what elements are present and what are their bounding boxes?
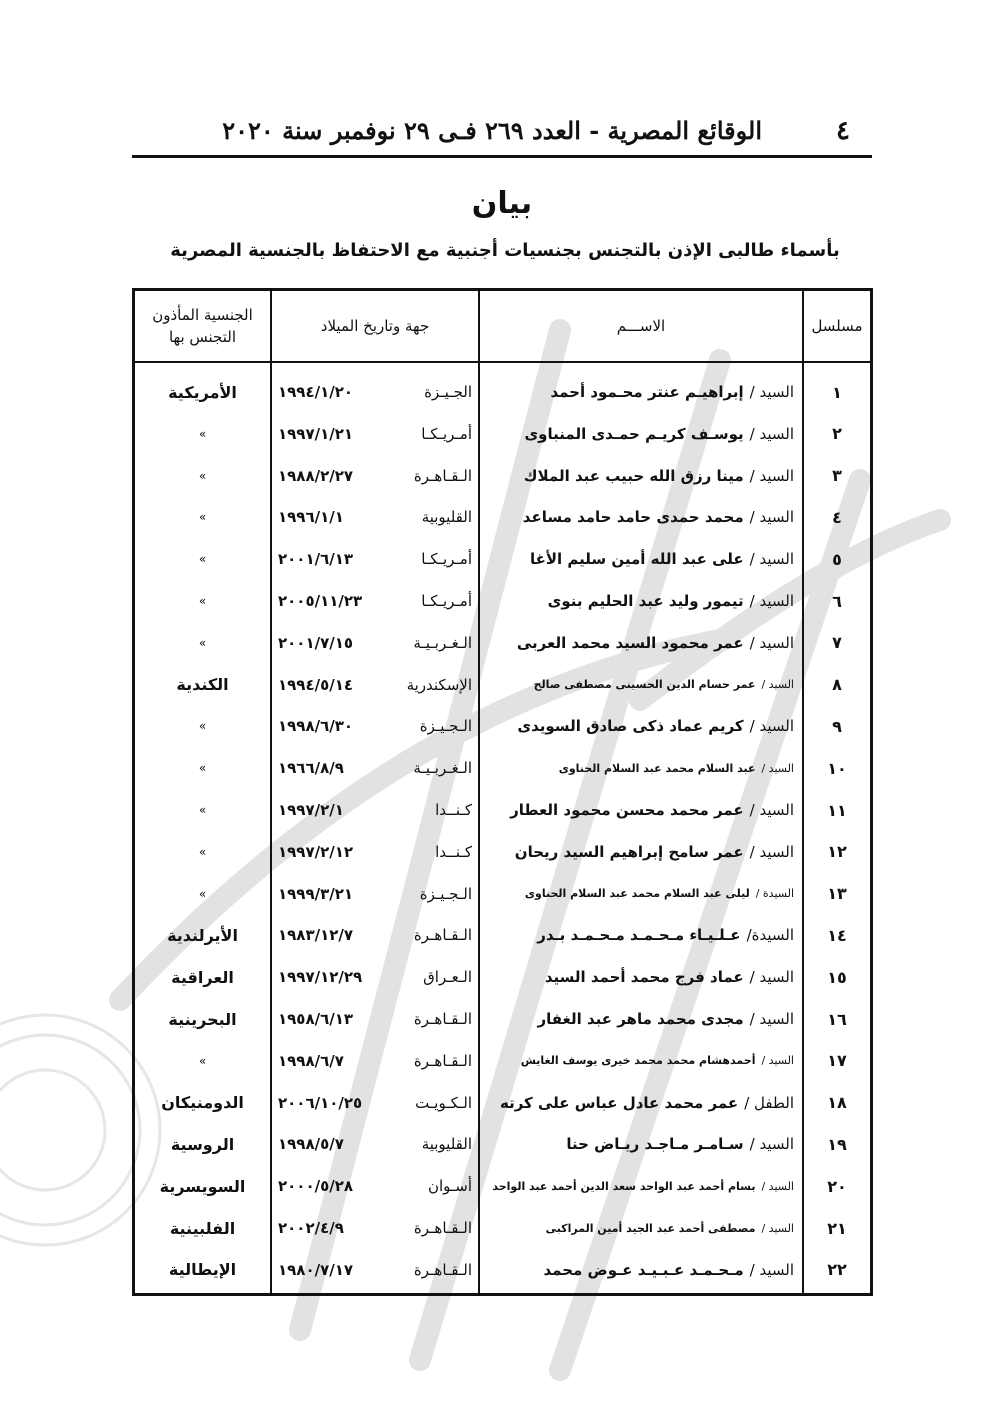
row-birth-cell — [272, 622, 478, 664]
row-birth-place: كـنــدا — [435, 801, 472, 819]
row-serial: ١٤ — [827, 925, 847, 945]
row-birth-cell — [272, 998, 478, 1040]
table-row — [135, 705, 870, 747]
row-name-cell — [480, 413, 802, 455]
table-row — [135, 371, 870, 413]
row-name: أحمدهشام محمد محمد خيرى يوسف الغايش — [520, 1054, 756, 1068]
row-birth-date: ١٩٩٩/٣/٢١ — [278, 884, 354, 903]
row-nationality: » — [198, 468, 207, 483]
row-honorific: السيد / — [749, 592, 794, 610]
row-honorific: السيد / — [749, 633, 794, 652]
row-nationality: العراقية — [171, 967, 234, 987]
row-name: عمر محمد محسن محمود العطار — [510, 801, 744, 819]
row-name-cell — [480, 1123, 802, 1165]
row-name-cell — [480, 1249, 802, 1291]
naturalization-table — [132, 288, 873, 1296]
row-nationality: الدومنيكان — [161, 1093, 244, 1113]
row-birth-date: ١٩٩٦/١/١ — [278, 508, 344, 527]
row-birth-cell — [272, 538, 478, 580]
header-divider — [135, 361, 870, 363]
row-nationality: الروسية — [170, 1134, 235, 1154]
row-birth-cell — [272, 413, 478, 455]
row-name: محمد حمدى حامد حامد مساعد — [522, 508, 744, 527]
row-birth-cell — [272, 1249, 478, 1291]
row-birth-cell — [272, 580, 478, 622]
row-birth-date: ٢٠٠٥/١١/٢٣ — [278, 592, 363, 610]
row-serial: ١١ — [827, 800, 847, 820]
row-honorific: السيدة/ — [746, 926, 794, 945]
row-honorific: السيد / — [749, 466, 794, 485]
row-birth-cell — [272, 956, 478, 998]
table-row — [135, 664, 870, 706]
row-serial: ١٠ — [827, 758, 847, 778]
row-name-cell — [480, 914, 802, 956]
row-birth-place: القليوبية — [421, 508, 472, 527]
row-serial: ١٥ — [827, 967, 847, 987]
row-honorific: السيدة / — [755, 887, 794, 901]
table-row — [135, 455, 870, 497]
gazette-issue-line: الوقائع المصرية - العدد ٢٦٩ فـى ٢٩ نوفمبر سنة ٢٠٢٠ — [222, 116, 762, 145]
table-row — [135, 1165, 870, 1207]
row-serial: ٧ — [832, 633, 842, 653]
row-birth-date: ١٩٩٧/٢/١٢ — [278, 842, 354, 861]
row-nationality: الكندية — [176, 675, 229, 695]
row-name-cell — [480, 998, 802, 1040]
row-birth-place: القليوبية — [421, 1135, 472, 1154]
row-birth-place: الإسكندرية — [406, 675, 472, 694]
row-nationality: » — [198, 719, 207, 734]
row-birth-cell — [272, 789, 478, 831]
row-honorific: السيد / — [761, 1221, 794, 1235]
row-birth-date: ٢٠٠٠/٥/٢٨ — [278, 1177, 354, 1196]
row-birth-place: أسـوان — [427, 1177, 472, 1196]
row-honorific: السيد / — [761, 1179, 794, 1193]
row-birth-date: ٢٠٠٦/١٠/٢٥ — [278, 1093, 363, 1112]
table-row — [135, 413, 870, 455]
row-nationality: » — [198, 635, 207, 650]
row-name: بسام أحمد عبد الواحد سعد الدين أحمد عبد الواحد — [492, 1179, 756, 1193]
row-serial: ٩ — [832, 716, 842, 736]
row-birth-date: ١٩٦٦/٨/٩ — [278, 759, 344, 778]
table-row — [135, 956, 870, 998]
table-row — [135, 789, 870, 831]
row-birth-date: ٢٠٠٢/٤/٩ — [278, 1219, 344, 1237]
row-nationality: الإيطالية — [168, 1260, 237, 1280]
document-title: بيان — [471, 186, 533, 221]
row-serial: ٢٢ — [827, 1260, 847, 1280]
header-name: الاســـم — [616, 316, 666, 335]
row-birth-place: الـقـاهـرة — [413, 466, 472, 485]
row-birth-cell — [272, 1165, 478, 1207]
row-birth-place: الـكـويـت — [415, 1093, 472, 1112]
row-nationality: » — [198, 761, 207, 776]
row-birth-date: ١٩٩٨/٦/٧ — [278, 1051, 344, 1070]
row-nationality: » — [198, 510, 207, 525]
row-birth-cell — [272, 1082, 478, 1124]
row-name-cell — [480, 789, 802, 831]
row-name: عمر محمد عادل عباس على كرته — [500, 1093, 739, 1112]
row-birth-cell — [272, 873, 478, 915]
row-name-cell — [480, 455, 802, 497]
row-honorific: السيد / — [749, 1260, 794, 1279]
row-birth-place: الـقـاهـرة — [413, 1260, 472, 1279]
row-name: مينا رزق الله حبيب عبد الملاك — [523, 466, 744, 485]
table-row — [135, 1082, 870, 1124]
row-birth-cell — [272, 831, 478, 873]
row-birth-date: ١٩٨٨/٢/٢٧ — [278, 466, 354, 485]
row-name-cell — [480, 747, 802, 789]
table-row — [135, 914, 870, 956]
row-name: عمر حسام الدين الحسينى مصطفى صالح — [533, 678, 756, 692]
row-birth-date: ١٩٩٤/٥/١٤ — [278, 675, 354, 694]
row-honorific: السيد / — [761, 761, 794, 775]
row-name: سـامـر مـاجـد ريـاض حنا — [566, 1135, 744, 1154]
row-serial: ١٦ — [827, 1009, 847, 1029]
table-row — [135, 873, 870, 915]
row-name-cell — [480, 371, 802, 413]
row-name: عماد فرج محمد أحمد السيد — [544, 968, 744, 987]
row-birth-place: الـجـيـزة — [419, 717, 472, 736]
row-name: يوسـف كريـم حمـدى المنباوى — [524, 424, 744, 443]
row-serial: ٢٠ — [827, 1176, 847, 1196]
row-honorific: السيد / — [749, 383, 794, 401]
row-birth-place: الـقـاهـرة — [413, 926, 472, 945]
document-subtitle: بأسماء طالبى الإذن بالتجنس بجنسيات أجنبية مع الاحتفاظ بالجنسية المصرية — [170, 240, 840, 261]
row-name: إبراهيـم عنتر محـمود أحمد — [550, 383, 744, 401]
row-nationality: » — [198, 594, 207, 608]
row-name: ليلى عبد السلام محمد عبد السلام الحناوى — [524, 887, 750, 901]
row-nationality: » — [198, 886, 207, 901]
row-honorific: السيد / — [749, 550, 794, 569]
row-serial: ٨ — [832, 675, 842, 695]
row-honorific: السيد / — [749, 1135, 794, 1154]
row-name: مجدى محمد ماهر عبد الغفار — [537, 1010, 744, 1028]
row-name-cell — [480, 538, 802, 580]
row-name-cell — [480, 580, 802, 622]
table-row — [135, 998, 870, 1040]
row-name-cell — [480, 705, 802, 747]
row-birth-cell — [272, 496, 478, 538]
row-serial: ٤ — [832, 507, 842, 527]
row-name: عبد السلام محمد عبد السلام الحناوى — [558, 761, 756, 775]
row-birth-place: الـقـاهـرة — [413, 1051, 472, 1070]
row-nationality: الأيرلندية — [167, 925, 238, 945]
row-birth-date: ١٩٩٧/١/٢١ — [278, 424, 354, 443]
row-name-cell — [480, 956, 802, 998]
row-serial: ١٩ — [827, 1134, 847, 1154]
row-name: مصطفى أحمد عبد الجيد أمين المراكبى — [545, 1221, 756, 1235]
row-birth-place: الـجـيـزة — [419, 884, 472, 903]
page-header — [132, 112, 872, 158]
row-serial: ١ — [832, 382, 842, 402]
row-serial: ٢ — [832, 424, 842, 444]
row-birth-cell — [272, 914, 478, 956]
row-nationality: » — [198, 1053, 207, 1068]
row-honorific: السيد / — [749, 424, 794, 443]
header-rule — [132, 155, 872, 158]
row-nationality: » — [198, 844, 207, 859]
row-nationality: » — [198, 426, 207, 441]
row-name-cell — [480, 664, 802, 706]
row-birth-place: كـنــدا — [435, 842, 472, 861]
row-birth-date: ١٩٩٤/١/٢٠ — [278, 383, 354, 401]
row-serial: ١٢ — [827, 842, 847, 862]
row-birth-date: ١٩٩٨/٥/٧ — [278, 1135, 344, 1154]
row-birth-date: ١٩٨٠/٧/١٧ — [278, 1260, 354, 1279]
row-serial: ٢١ — [827, 1218, 847, 1238]
table-row — [135, 831, 870, 873]
row-name: تيمور وليد عبد الحليم بنوى — [547, 592, 744, 610]
row-honorific: السيد / — [749, 717, 794, 736]
row-birth-date: ٢٠٠١/٦/١٣ — [278, 550, 354, 569]
row-honorific: السيد / — [761, 678, 794, 692]
row-honorific: السيد / — [761, 1054, 794, 1068]
row-name-cell — [480, 1165, 802, 1207]
row-name: مـحـمـد عـبـيـد عـوض محمد — [543, 1260, 744, 1279]
table-row — [135, 1249, 870, 1291]
row-honorific: الطفل / — [744, 1093, 794, 1112]
table-row — [135, 1207, 870, 1249]
table-row — [135, 496, 870, 538]
row-birth-date: ١٩٩٨/٦/٣٠ — [278, 717, 354, 736]
row-nationality: السويسرية — [159, 1176, 246, 1196]
header-serial: مسلسل — [811, 316, 863, 335]
page-number: ٤ — [836, 116, 850, 146]
row-birth-date: ١٩٥٨/٦/١٣ — [278, 1010, 354, 1028]
row-honorific: السيد / — [749, 842, 794, 861]
row-birth-date: ٢٠٠١/٧/١٥ — [278, 633, 354, 652]
row-honorific: السيد / — [749, 801, 794, 819]
header-birth: جهة وتاريخ الميلاد — [320, 316, 430, 335]
row-name-cell — [480, 496, 802, 538]
row-nationality: » — [198, 552, 207, 567]
row-name-cell — [480, 873, 802, 915]
row-name: كريم عماد ذكى صادق السويدى — [517, 717, 744, 736]
row-name-cell — [480, 831, 802, 873]
row-nationality: » — [198, 803, 207, 817]
row-birth-cell — [272, 747, 478, 789]
header-nationality: الجنسية المأذون التجنس بها — [152, 305, 253, 346]
table-row — [135, 1123, 870, 1165]
row-honorific: السيد / — [749, 968, 794, 987]
row-birth-place: الـغـربـيـة — [413, 633, 472, 652]
row-nationality: الأمريكية — [168, 382, 237, 402]
row-serial: ١٧ — [827, 1051, 847, 1071]
row-birth-cell — [272, 1207, 478, 1249]
row-birth-place: أمـريـكـا — [421, 592, 472, 610]
row-birth-date: ١٩٩٧/١٢/٢٩ — [278, 968, 363, 987]
row-honorific: السيد / — [749, 508, 794, 527]
row-birth-cell — [272, 664, 478, 706]
table-row — [135, 538, 870, 580]
row-name: عـلـيـاء مـحـمـد مـحـمـد بـدر — [537, 926, 741, 945]
row-name-cell — [480, 1207, 802, 1249]
row-birth-place: أمـريـكـا — [421, 550, 472, 569]
row-birth-cell — [272, 1040, 478, 1082]
row-serial: ٣ — [832, 466, 842, 486]
row-nationality: البحرينية — [168, 1009, 237, 1029]
row-birth-place: الـغـربـيـة — [413, 759, 472, 778]
row-name: على عبد الله أمين سليم الأغا — [529, 550, 744, 569]
row-name: عمر سامح إبراهيم السيد ريحان — [514, 842, 744, 861]
row-serial: ٦ — [832, 591, 842, 611]
row-birth-cell — [272, 1123, 478, 1165]
row-birth-place: أمـريـكـا — [421, 424, 472, 443]
table-row — [135, 1040, 870, 1082]
row-birth-cell — [272, 455, 478, 497]
row-birth-place: الـعـراق — [423, 968, 472, 987]
row-name: عمر محمود السيد محمد العربى — [516, 633, 744, 652]
row-birth-cell — [272, 705, 478, 747]
row-birth-cell — [272, 371, 478, 413]
table-row — [135, 747, 870, 789]
row-serial: ١٨ — [827, 1093, 847, 1113]
row-name-cell — [480, 1082, 802, 1124]
row-honorific: السيد / — [749, 1010, 794, 1028]
row-name-cell — [480, 1040, 802, 1082]
table-row — [135, 622, 870, 664]
table-row — [135, 580, 870, 622]
row-serial: ١٣ — [827, 884, 847, 904]
row-birth-date: ١٩٩٧/٢/١ — [278, 801, 344, 819]
row-serial: ٥ — [832, 549, 842, 569]
row-nationality: الفلبينية — [169, 1218, 236, 1238]
row-name-cell — [480, 622, 802, 664]
row-birth-place: الجـيـزة — [424, 383, 472, 401]
row-birth-date: ١٩٨٣/١٢/٧ — [278, 926, 354, 945]
row-birth-place: الـقـاهـرة — [413, 1219, 472, 1237]
row-birth-place: الـقـاهـرة — [413, 1010, 472, 1028]
